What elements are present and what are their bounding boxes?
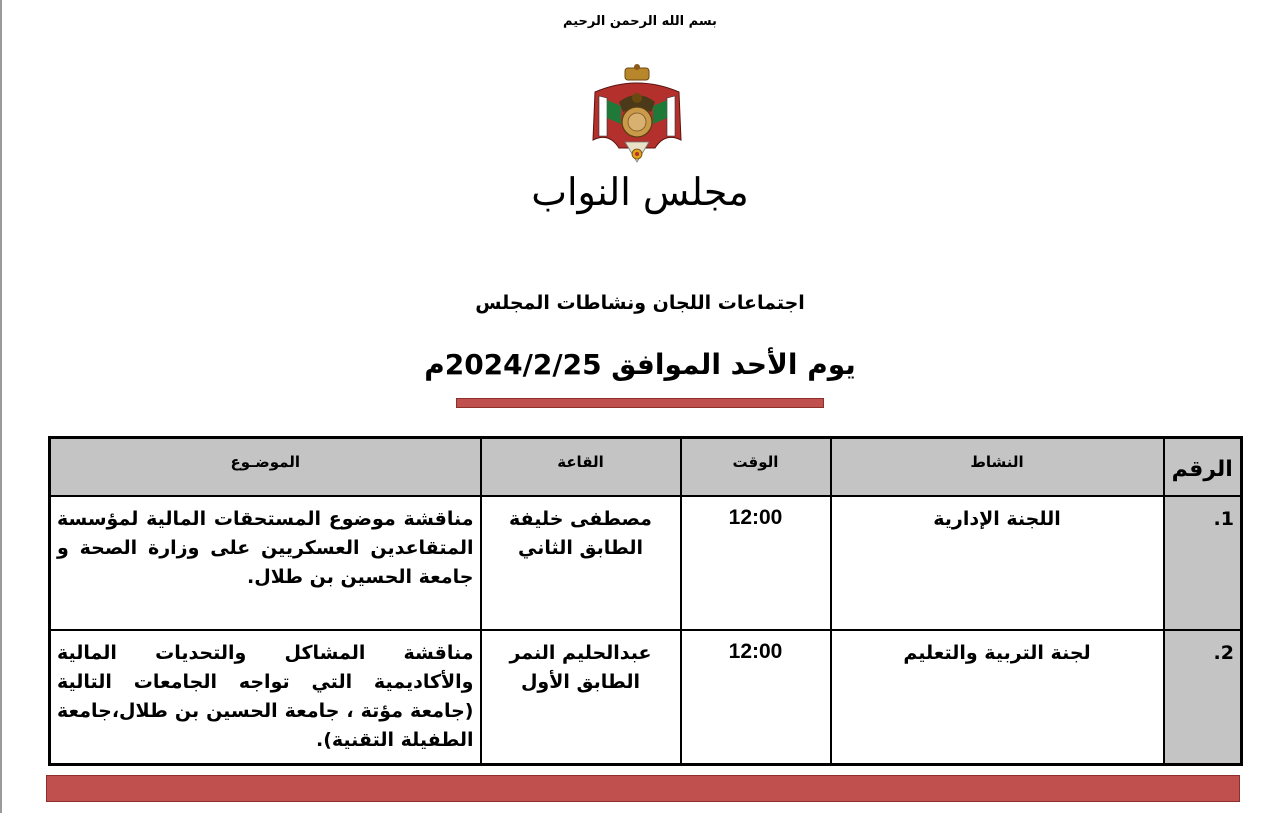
header-subject: الموضـوع xyxy=(50,438,481,496)
parliament-logo-text: مجلس النواب xyxy=(531,170,749,214)
header-time: الوقت xyxy=(681,438,831,496)
row-time: 12:00 xyxy=(681,496,831,630)
row-number: 1. xyxy=(1164,496,1242,630)
row-activity: اللجنة الإدارية xyxy=(831,496,1164,630)
hall-name: عبدالحليم النمر xyxy=(509,641,652,664)
basmala: بسم الله الرحمن الرحيم xyxy=(563,14,717,29)
footer-bar xyxy=(46,775,1240,802)
row-hall xyxy=(481,630,681,765)
hall-name: مصطفى خليفة xyxy=(509,507,652,530)
row-subject: مناقشة المشاكل والتحديات المالية والأكاديمية التي تواجه الجامعات التالية (جامعة مؤتة ، جامعة الحسين بن طلال،جامعة الطفيلة التقنية). xyxy=(50,630,481,765)
schedule-table xyxy=(48,436,1243,766)
table-row xyxy=(50,630,1242,765)
header-hall: القاعة xyxy=(481,438,681,496)
row-number: 2. xyxy=(1164,630,1242,765)
page-subtitle: اجتماعات اللجان ونشاطات المجلس xyxy=(475,292,805,314)
row-time: 12:00 xyxy=(681,630,831,765)
row-activity: لجنة التربية والتعليم xyxy=(831,630,1164,765)
page-edge xyxy=(0,0,2,813)
day-title: يوم الأحد الموافق 2024/2/25م xyxy=(424,348,856,381)
row-hall xyxy=(481,496,681,630)
row-subject: مناقشة موضوع المستحقات المالية لمؤسسة المتقاعدين العسكريين على وزارة الصحة و جامعة الحسين بن طلال. xyxy=(50,496,481,630)
table-header-row xyxy=(50,438,1242,496)
coat-of-arms-icon xyxy=(585,62,689,170)
header-activity: النشاط xyxy=(831,438,1164,496)
header-number: الرقم xyxy=(1164,438,1242,496)
hall-floor: الطابق الأول xyxy=(520,670,641,693)
hall-floor: الطابق الثاني xyxy=(517,536,644,559)
table-row xyxy=(50,496,1242,630)
title-underline-bar xyxy=(456,398,824,408)
